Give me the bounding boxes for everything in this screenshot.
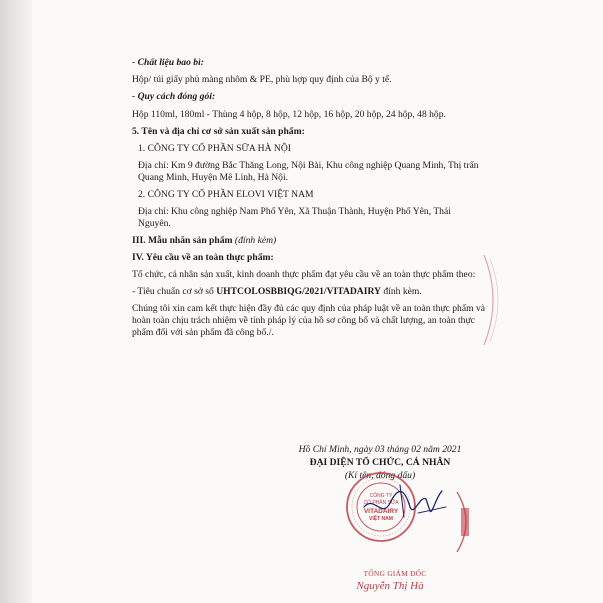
section-5-heading: 5. Tên và địa chỉ cơ sở sản xuất sản phẩm: xyxy=(132,126,305,137)
representative-title: ĐẠI DIỆN TỔ CHỨC, CÁ NHÂN xyxy=(309,457,451,468)
company-1-address-2: Quang Minh, Huyện Mê Linh, Hà Nội. xyxy=(138,172,289,183)
stamp-line-3: VITADAIRY xyxy=(363,508,399,515)
company-2-address-1: Địa chỉ: Khu công nghiệp Nam Phổ Yên, Xã Thuận Thành, Huyện Phổ Yên, Thái xyxy=(138,206,451,217)
commitment-line-1: Chúng tôi xin cam kết thực hiện đầy đủ các quy định của pháp luật về an toàn thực phẩm và xyxy=(132,303,486,314)
label-attached-note: (đính kèm) xyxy=(234,235,277,246)
handwritten-signature xyxy=(360,477,450,527)
section-4-intro: Tổ chức, cá nhân sản xuất, kinh doanh thực phẩm đạt yêu cầu về an toàn thực phẩm theo: xyxy=(132,269,476,280)
place-date: Hồ Chí Minh, ngày 03 tháng 02 năm 2021 xyxy=(298,444,462,455)
director-title: TỔNG GIÁM ĐỐC xyxy=(363,569,427,578)
section-3-heading xyxy=(132,235,276,247)
commitment-line-2: hoàn toàn chịu trách nhiệm về tính pháp lý của hồ sơ công bố và chất lượng, an toàn thực xyxy=(132,315,475,326)
sign-note: (Kí tên, đóng dấu) xyxy=(344,470,416,481)
packaging-material-heading: - Chất liệu bao bì: xyxy=(132,57,204,68)
packaging-material-text: Hộp/ túi giấy phủ màng nhôm & PE, phù hợp quy định của Bộ y tế. xyxy=(132,74,392,85)
director-name: Nguyễn Thị Hà xyxy=(356,580,424,592)
standard-suffix: đính kèm. xyxy=(383,286,422,297)
commitment-line-3: phẩm đối với sản phẩm đã công bố./. xyxy=(132,327,274,338)
company-1-name: 1. CÔNG TY CỔ PHẦN SỮA HÀ NỘI xyxy=(138,143,291,154)
standard-prefix: - Tiêu chuẩn cơ sở số xyxy=(132,286,214,297)
company-2-name: 2. CÔNG TY CỔ PHẦN ELOVI VIỆT NAM xyxy=(138,189,314,200)
packing-spec-heading: - Quy cách đóng gói: xyxy=(132,91,216,102)
company-2-address-2: Nguyên. xyxy=(138,218,171,229)
stamp-line-1: CÔNG TY xyxy=(369,493,393,499)
section-4-heading: IV. Yêu cầu về an toàn thực phẩm: xyxy=(132,252,274,263)
scan-edge xyxy=(0,0,32,603)
standard-item xyxy=(132,286,422,298)
standard-code: UHTCOLOSBBIQG/2021/VITADAIRY xyxy=(216,286,381,297)
stamp-line-4: VIỆT NAM xyxy=(369,516,393,522)
edge-stamp-2 xyxy=(455,492,477,552)
packing-spec-text: Hộp 110ml, 180ml - Thùng 4 hộp, 8 hộp, 12 hộp, 16 hộp, 20 hộp, 24 hộp, 48 hộp. xyxy=(132,109,446,120)
section-3-title: III. Mẫu nhãn sản phẩm xyxy=(132,235,233,246)
company-1-address-1: Địa chỉ: Km 9 đường Bắc Thăng Long, Nội Bài, Khu công nghiệp Quang Minh, Thị trấn xyxy=(138,160,479,171)
edge-stamp xyxy=(480,255,504,345)
stamp-line-2: CỔ PHẦN SỮA xyxy=(363,500,399,506)
